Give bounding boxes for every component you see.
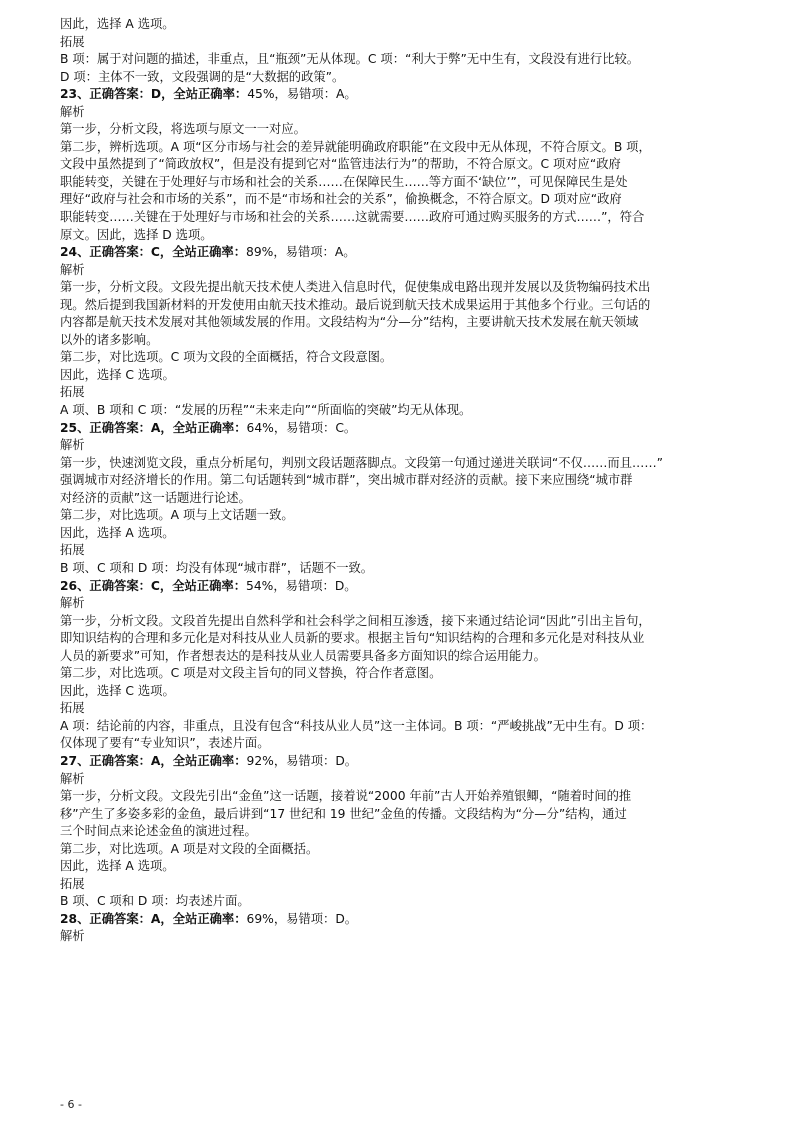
text-line: 移”产生了多姿多彩的金鱼，最后讲到“17 世纪和 19 世纪”金鱼的传播。文段结构为“分—分”结构，通过 <box>60 806 627 821</box>
text-line: 即知识结构的合理和多元化是对科技从业人员新的要求。根据主旨句“知识结构的合理和多元化是对科技从业 <box>60 631 645 646</box>
text-line: 以外的诸多影响。 <box>60 332 159 347</box>
question-number: 24、 <box>60 245 90 260</box>
page-number: - 6 - <box>60 1098 82 1111</box>
section-label: 拓展 <box>60 543 85 558</box>
text-line: B 项、C 项和 D 项：均没有体现“城市群”，话题不一致。 <box>60 560 374 575</box>
text-line: A 项、B 项和 C 项：“发展的历程”“未来走向”“所面临的突破”均无从体现。 <box>60 403 472 418</box>
section-label: 拓展 <box>60 34 85 49</box>
text-line: 职能转变……关键在于处理好与市场和社会的关系……这就需要……政府可通过购买服务的方式……”，符合 <box>60 210 645 225</box>
text-line: B 项、C 项和 D 项：均表述片面。 <box>60 894 250 909</box>
text-line: B 项：属于对问题的描述，非重点，且“瓶颈”无从体现。C 项：“利大于弊”无中生有，文段没有进行比较。 <box>60 52 640 67</box>
text-line: 因此，选择 A 选项。 <box>60 525 175 540</box>
text-line: 第二步，对比选项。C 项是对文段主旨句的同义替换，符合作者意图。 <box>60 666 442 681</box>
text-line: 因此，选择 C 选项。 <box>60 367 175 382</box>
text-line: 因此，选择 A 选项。 <box>60 17 175 31</box>
text-line: 现。然后提到我国新材料的开发使用由航天技术推动。最后说到航天技术成果运用于其他多个行业。三句话的 <box>60 297 651 312</box>
accuracy-rate: 89%，易错项：A。 <box>246 245 356 260</box>
question-number: 28、 <box>60 911 90 926</box>
text-line: 第二步，对比选项。A 项是对文段的全面概括。 <box>60 841 319 856</box>
text-line: 原文。因此，选择 D 选项。 <box>60 227 213 242</box>
text-line: 第一步，分析文段。文段先提出航天技术使人类进入信息时代，促使集成电路出现并发展以及货物编码技术出 <box>60 280 651 295</box>
answer-summary: 正确答案：C，全站正确率： <box>89 245 247 260</box>
answer-summary: 正确答案：A，全站正确率： <box>89 753 247 768</box>
question-number: 26、 <box>60 578 90 593</box>
question-number: 23、 <box>60 87 90 102</box>
question-number: 27、 <box>60 753 90 768</box>
text-line: 职能转变，关键在于处理好与市场和社会的关系……在保障民生……等方面不‘缺位’”，可见保障民生是处 <box>60 174 628 189</box>
text-line: 第一步，快速浏览文段，重点分析尾句，判别文段话题落脚点。文段第一句通过递进关联词“不仅……而且……” <box>60 455 663 470</box>
text-line: 三个时间点来论述金鱼的演进过程。 <box>60 824 257 839</box>
answer-summary: 正确答案：C，全站正确率： <box>89 578 247 593</box>
text-line: 仅体现了要有“专业知识”，表述片面。 <box>60 736 270 751</box>
accuracy-rate: 64%，易错项：C。 <box>246 420 357 435</box>
accuracy-rate: 54%，易错项：D。 <box>246 578 357 593</box>
answer-summary: 正确答案：A，全站正确率： <box>89 911 247 926</box>
question-answer-header <box>60 578 760 596</box>
text-line: D 项：主体不一致，文段强调的是“大数据的政策”。 <box>60 69 345 84</box>
question-answer-header <box>60 244 760 262</box>
accuracy-rate: 92%，易错项：D。 <box>246 753 358 768</box>
text-line: 文段中虽然提到了“简政放权”，但是没有提到它对“监管违法行为”的帮助，不符合原文。C 项对应“政府 <box>60 157 621 172</box>
accuracy-rate: 45%，易错项：A。 <box>247 87 357 102</box>
section-label: 解析 <box>60 438 85 453</box>
text-line: 第一步，分析文段，将选项与原文一一对应。 <box>60 122 306 137</box>
text-line: 第一步，分析文段。文段首先提出自然科学和社会科学之间相互渗透，接下来通过结论词“因此”引出主旨句， <box>60 613 651 628</box>
answer-explanations <box>60 16 760 946</box>
text-line: 强调城市对经济增长的作用。第二句话题转到“城市群”，突出城市群对经济的贡献。接下来应围绕“城市群 <box>60 473 633 488</box>
text-line: 第二步，对比选项。C 项为文段的全面概括，符合文段意图。 <box>60 350 393 365</box>
section-label: 拓展 <box>60 701 85 716</box>
text-line: 因此，选择 A 选项。 <box>60 859 175 874</box>
text-line: 第一步，分析文段。文段先引出“金鱼”这一话题，接着说“2000 年前”古人开始养殖银鲫，“随着时间的推 <box>60 789 632 804</box>
answer-summary: 正确答案：D，全站正确率： <box>89 87 248 102</box>
section-label: 解析 <box>60 596 85 611</box>
section-label: 解析 <box>60 929 85 944</box>
text-line: 第二步，辨析选项。A 项“区分市场与社会的差异就能明确政府职能”在文段中无从体现，不符合原文。B 项， <box>60 139 651 154</box>
section-label: 解析 <box>60 771 85 786</box>
section-label: 拓展 <box>60 876 85 891</box>
question-answer-header <box>60 911 760 929</box>
question-answer-header <box>60 753 760 771</box>
text-line: 第二步，对比选项。A 项与上文话题一致。 <box>60 508 294 523</box>
text-line: 理好“政府与社会和市场的关系”，而不是“市场和社会的关系”，偷换概念，不符合原文。D 项对应“政府 <box>60 192 622 207</box>
text-line: A 项：结论前的内容，非重点，且没有包含“科技从业人员”这一主体词。B 项：“严峻挑战”无中生有。D 项： <box>60 718 653 733</box>
accuracy-rate: 69%，易错项：D。 <box>246 911 358 926</box>
text-line: 人员的新要求”可知，作者想表达的是科技从业人员需要具备多方面知识的综合运用能力。 <box>60 648 546 663</box>
question-answer-header <box>60 420 760 438</box>
question-answer-header <box>60 86 760 104</box>
text-line: 对经济的贡献”这一话题进行论述。 <box>60 490 251 505</box>
section-label: 拓展 <box>60 385 85 400</box>
section-label: 解析 <box>60 104 85 119</box>
answer-summary: 正确答案：A，全站正确率： <box>89 420 247 435</box>
text-line: 因此，选择 C 选项。 <box>60 683 175 698</box>
text-line: 内容都是航天技术发展对其他领域发展的作用。文段结构为“分—分”结构，主要讲航天技术发展在航天领域 <box>60 315 639 330</box>
question-number: 25、 <box>60 420 90 435</box>
section-label: 解析 <box>60 262 85 277</box>
